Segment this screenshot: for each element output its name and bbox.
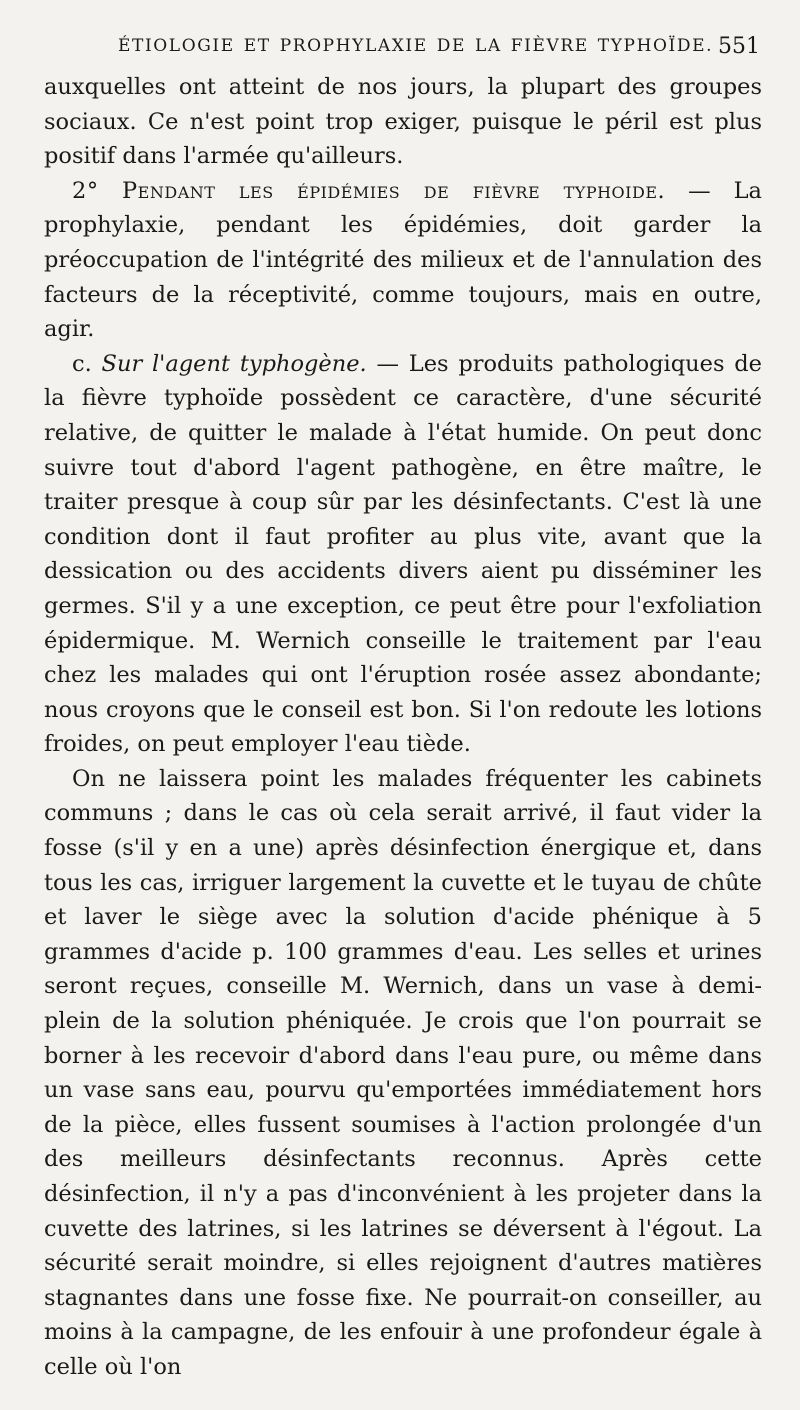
paragraph-4-text: On ne laissera point les malades fréquenter les cabinets communs ; dans le cas où cela serait arrivé, il faut vider la fosse (s'il y en a une) après désinfection énergique et, dans tous les cas, irriguer largement la cuvette et le tuyau de chûte et laver le siège avec la solution d'acide phénique à 5 grammes d'acide p. 100 grammes d'eau. Les selles et urines seront reçues, conseille M. Wernich, dans un vase à demi-plein de la solution phéniquée. Je crois que l'on pourrait se borner à les recevoir d'abord dans l'eau pure, ou même dans un vase sans eau, pourvu qu'emportées immédiatement hors de la pièce, elles fussent soumises à l'action prolongée d'un des meilleurs désinfectants reconnus. Après cette désinfection, il n'y a pas d'inconvénient à les projeter dans la cuvette des latrines, si les latrines se déversent à l'égout. La sécurité serait moindre, si elles rejoignent d'autres matières stagnantes dans une fosse fixe. Ne pourrait-on conseiller, au moins à la campagne, de les enfouir à une profondeur égale à celle où l'on (44, 765, 762, 1380)
paragraph-4 (44, 762, 762, 1385)
running-head-title: ÉTIOLOGIE ET PROPHYLAXIE DE LA FIÈVRE TYPHOÏDE. (118, 36, 714, 56)
paragraph-2 (44, 174, 762, 347)
body-text (44, 70, 762, 1385)
paragraph-3 (44, 347, 762, 762)
paragraph-1-text: auxquelles ont atteint de nos jours, la plupart des groupes sociaux. Ce n'est point trop exiger, puisque le péril est plus positif dans l'armée qu'ailleurs. (44, 74, 762, 170)
paragraph-1 (44, 70, 762, 174)
subsection-heading-agent: Sur l'agent typhogène. (101, 350, 367, 377)
running-head (0, 36, 800, 66)
paragraph-2-text: — La prophylaxie, pendant les épidémies, doit garder la préoccupation de l'intégrité des milieux et de l'annulation des facteurs de la réceptivité, comme toujours, mais en outre, agir. (44, 177, 762, 343)
page-number: 551 (718, 34, 760, 59)
section-heading-epidemics: 2° Pendant les épidémies de fièvre typhoide. (72, 177, 666, 204)
paragraph-3-text: — Les produits pathologiques de la fièvre typhoïde possèdent ce caractère, d'une sécurité relative, de quitter le malade à l'état humide. On peut donc suivre tout d'abord l'agent pathogène, en être maître, le traiter presque à coup sûr par les désinfectants. C'est là une condition dont il faut profiter au plus vite, avant que la dessication ou des accidents divers aient pu disséminer les germes. S'il y a une exception, ce peut être pour l'exfoliation épidermique. M. Wernich conseille le traitement par l'eau chez les malades qui ont l'éruption rosée assez abondante; nous croyons que le conseil est bon. Si l'on redoute les lotions froides, on peut employer l'eau tiède. (44, 350, 762, 758)
subsection-marker: c. (72, 350, 102, 377)
